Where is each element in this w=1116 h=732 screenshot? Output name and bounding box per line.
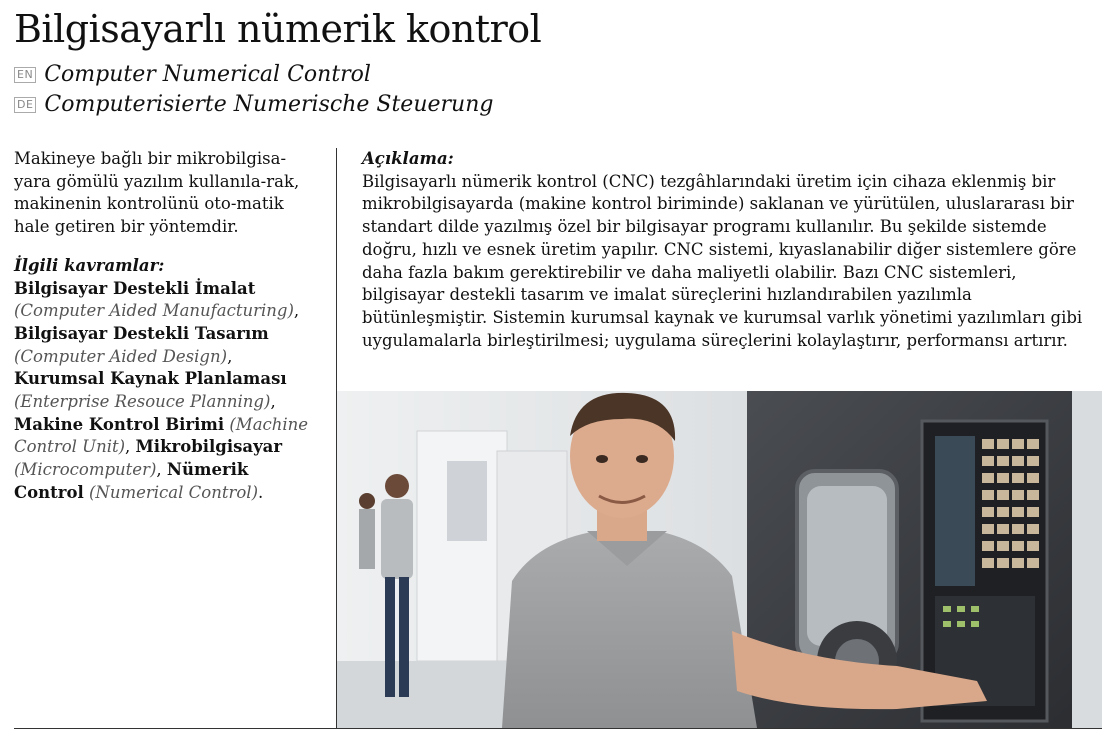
definition: Makineye bağlı bir mikrobilgisa-yara gömülü yazılım kullanıla-rak, makinenin kontrolünü oto-matik hale getiren bir yöntemdir. <box>14 149 300 237</box>
explanation-text: Bilgisayarlı nümerik kontrol (CNC) tezgâhlarındaki üretim için cihaza eklenmiş bir mikrobilgisayarda (makine kontrol biriminde) saklanan ve yürütülen, uluslararası bir standart dilde yazılmış özel bir bilgisayar programı kullanılır. Bu şekilde sistemde doğru, hızlı ve esnek üretim yapılır. CNC sistemi, kıyaslanabilir diğer sistemlere göre daha fazla bakım gerektirebilir ve daha maliyetli olabilir. Bazı CNC sistemleri, bilgisayar destekli tasarım ve imalat süreçlerini hızlandırabilen yazılımla bütünleşmiştir. Sistemin kurumsal kaynak ve kurumsal varlık yönetimi yazılımları gibi uygulamalarla birleştirilmesi; uygulama süreçlerini kolaylaştırır, performansı artırır. <box>362 171 1083 350</box>
translation-en <box>14 62 371 88</box>
explanation-heading: Açıklama: <box>362 149 454 168</box>
bottom-rule <box>14 728 1102 729</box>
related-term-en: (Numerical Control) <box>88 482 259 502</box>
translation-de-text: Computerisierte Numerische Steuerung <box>44 92 494 117</box>
related-term: Makine Kontrol Birimi <box>14 414 225 434</box>
related-term: Bilgisayar Destekli İmalat <box>14 278 256 298</box>
related-term-en: (Microcomputer) <box>14 460 157 480</box>
related-terms <box>14 278 314 505</box>
related-heading: İlgili kavramlar: <box>14 255 165 275</box>
related-term: Kurumsal Kaynak Planlaması <box>14 369 287 389</box>
related-term: Nümerik Control <box>14 460 249 502</box>
related-term: Bilgisayar Destekli Tasarım <box>14 323 269 343</box>
separator: , <box>270 392 276 412</box>
related-term: Mikrobilgisayar <box>135 437 283 457</box>
related-term-en: (Enterprise Resouce Planning) <box>14 392 271 412</box>
separator: . <box>258 482 264 502</box>
related-term-en: (Computer Aided Manufacturing) <box>14 301 294 321</box>
lang-badge-de: DE <box>14 97 36 113</box>
right-column <box>362 148 1102 352</box>
cnc-operator-photo <box>337 391 1102 728</box>
separator: , <box>125 437 136 457</box>
separator: , <box>293 301 300 321</box>
entry-title: Bilgisayarlı nümerik kontrol <box>14 7 542 51</box>
translation-de <box>14 92 493 118</box>
separator: , <box>156 460 167 480</box>
left-column <box>14 148 314 505</box>
related-term-en: (Computer Aided Design) <box>14 346 228 366</box>
lang-badge-en: EN <box>14 67 36 83</box>
translation-en-text: Computer Numerical Control <box>44 62 371 87</box>
related-term-en: (Machine Control Unit) <box>14 414 309 457</box>
separator: , <box>227 346 233 366</box>
